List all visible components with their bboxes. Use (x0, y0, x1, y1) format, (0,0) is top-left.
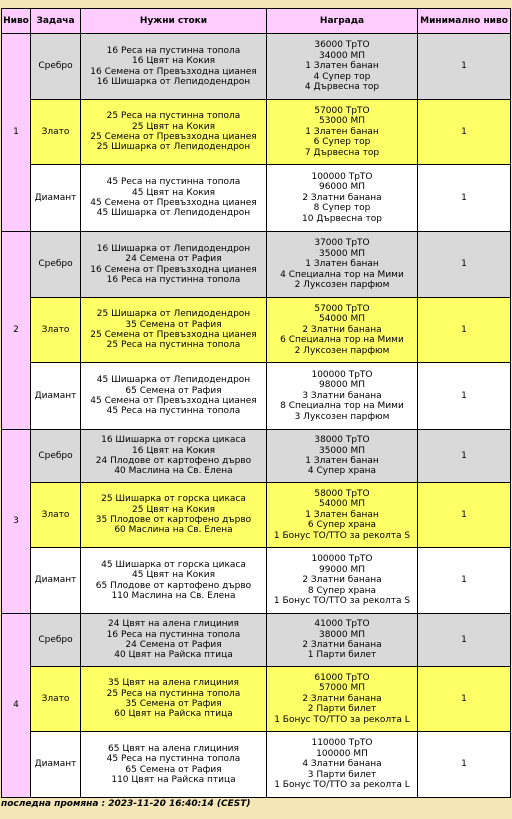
reward-line: 35000 МП (318, 248, 366, 259)
reward-line: 8 Специална тор на Мими (280, 401, 404, 412)
goods-line: 65 Цвят на алена глициния (108, 743, 239, 754)
min-level-cell: 1 (418, 100, 511, 165)
reward-cell (267, 430, 418, 483)
task-name: Диамант (31, 732, 81, 798)
goods-line: 45 Цвят на Кокия (132, 187, 215, 198)
goods-line: 60 Маслина на Св. Елена (114, 525, 233, 536)
min-level-cell: 1 (418, 34, 511, 100)
reward-line: 96000 МП (318, 182, 366, 193)
goods-line: 45 Реса на пустинна топола (106, 177, 241, 188)
reward-line: 4 Дървесна тор (304, 82, 380, 93)
reward-line: 1 Парти билет (307, 650, 377, 661)
goods-line: 25 Реса на пустинна топола (106, 688, 241, 699)
reward-cell (267, 232, 418, 298)
goods-cell (81, 34, 267, 100)
reward-line: 99000 МП (318, 564, 366, 575)
goods-cell (81, 298, 267, 363)
goods-line: 16 Семена от Превъзходна цианея (90, 264, 257, 275)
reward-line: 53000 МП (318, 116, 366, 127)
reward-line: 61000 ТрТО (314, 672, 370, 683)
reward-line: 1 Златен банан (305, 509, 379, 520)
reward-cell (267, 363, 418, 430)
min-level-cell: 1 (418, 165, 511, 232)
reward-line: 1 Златен банан (305, 61, 379, 72)
reward-line: 98000 МП (318, 380, 366, 391)
goods-cell (81, 232, 267, 298)
reward-line: 1 Бонус ТО/ТТО за реколта L (274, 780, 410, 791)
goods-line: 16 Реса на пустинна топола (106, 45, 241, 56)
reward-line: 35000 МП (318, 445, 366, 456)
reward-line: 10 Дървесна тор (302, 213, 382, 224)
min-level-cell: 1 (418, 483, 511, 548)
reward-line: 57000 ТрТО (314, 105, 370, 116)
reward-line: 2 Златни банана (302, 640, 382, 650)
goods-line: 110 Цвят на Райска птица (111, 774, 236, 785)
reward-line: 1 Златен банан (305, 259, 379, 270)
goods-line: 16 Семена от Превъзходна цианея (90, 66, 257, 77)
task-row (2, 732, 511, 798)
task-name: Сребро (31, 614, 81, 667)
goods-line: 16 Шишарка от горска цикаса (101, 435, 246, 446)
goods-line: 24 Цвят на алена глициния (108, 619, 239, 630)
reward-line: 1 Златен банан (305, 126, 379, 137)
reward-line: 4 Специална тор на Мими (280, 269, 404, 280)
reward-line: 6 Супер тор (313, 137, 371, 148)
goods-line: 25 Шишарка от горска цикаса (101, 494, 246, 505)
goods-line: 40 Маслина на Св. Елена (114, 466, 233, 477)
reward-line: 3 Златни банана (302, 390, 382, 401)
reward-line: 3 Луксозен парфюм (294, 411, 390, 422)
goods-cell (81, 732, 267, 798)
level-cell: 2 (2, 232, 31, 430)
reward-line: 2 Луксозен парфюм (294, 280, 390, 291)
reward-line: 54000 МП (318, 314, 366, 325)
reward-cell (267, 100, 418, 165)
reward-line: 8 Супер тор (313, 203, 371, 214)
header-task: Задача (31, 9, 81, 34)
min-level-cell: 1 (418, 667, 511, 732)
task-row (2, 614, 511, 667)
task-row (2, 34, 511, 100)
reward-line: 34000 МП (318, 50, 366, 61)
reward-line: 2 Парти билет (307, 704, 377, 715)
reward-line: 7 Дървесна тор (304, 147, 380, 158)
reward-line: 100000 МП (316, 748, 368, 759)
task-row (2, 298, 511, 363)
reward-line: 100000 ТрТО (311, 369, 373, 380)
goods-cell (81, 483, 267, 548)
reward-cell (267, 548, 418, 614)
reward-line: 41000 ТрТО (314, 619, 370, 630)
task-row (2, 100, 511, 165)
goods-cell (81, 100, 267, 165)
min-level-cell: 1 (418, 298, 511, 363)
reward-line: 8 Супер храна (307, 585, 377, 596)
reward-line: 6 Специална тор на Мими (280, 335, 404, 346)
reward-line: 4 Супер храна (307, 466, 377, 477)
header-goods: Нужни стоки (81, 9, 267, 34)
min-level-cell: 1 (418, 363, 511, 430)
goods-line: 16 Цвят на Кокия (132, 445, 215, 456)
goods-line: 25 Реса на пустинна топола (106, 111, 241, 122)
goods-line: 24 Семена от Рафия (125, 640, 222, 650)
task-name: Злато (31, 298, 81, 363)
reward-line: 57000 ТрТО (314, 303, 370, 314)
reward-cell (267, 614, 418, 667)
min-level-cell: 1 (418, 548, 511, 614)
goods-line: 45 Реса на пустинна топола (106, 406, 241, 417)
task-name: Диамант (31, 548, 81, 614)
header-level: Ниво (2, 9, 31, 34)
goods-cell (81, 548, 267, 614)
min-level-cell: 1 (418, 614, 511, 667)
goods-line: 45 Шишарка от Лепидодендрон (96, 208, 251, 219)
reward-line: 100000 ТрТО (311, 171, 373, 182)
reward-line: 2 Златни банана (302, 575, 382, 586)
min-level-cell: 1 (418, 232, 511, 298)
task-name: Сребро (31, 430, 81, 483)
goods-line: 16 Реса на пустинна топола (106, 274, 241, 285)
goods-line: 45 Шишарка от горска цикаса (101, 559, 246, 570)
goods-line: 25 Цвят на Кокия (132, 121, 215, 132)
task-row (2, 667, 511, 732)
task-name: Сребро (31, 34, 81, 100)
goods-line: 25 Семена от Превъзходна цианея (90, 132, 257, 142)
goods-cell (81, 430, 267, 483)
reward-line: 2 Златни банана (302, 324, 382, 335)
goods-line: 35 Цвят на алена глициния (108, 678, 239, 689)
reward-line: 57000 МП (318, 683, 366, 694)
reward-line: 4 Златни банана (302, 759, 382, 770)
goods-line: 65 Семена от Рафия (125, 385, 222, 396)
goods-line: 25 Цвят на Кокия (132, 504, 215, 515)
goods-line: 16 Цвят на Кокия (132, 56, 215, 67)
header-reward: Награда (267, 9, 418, 34)
reward-line: 36000 ТрТО (314, 40, 370, 51)
reward-line: 2 Златни банана (302, 693, 382, 704)
reward-cell (267, 732, 418, 798)
reward-line: 38000 МП (318, 629, 366, 640)
reward-cell (267, 667, 418, 732)
reward-line: 54000 МП (318, 499, 366, 510)
task-name: Злато (31, 100, 81, 165)
reward-line: 1 Златен банан (305, 456, 379, 466)
goods-line: 35 Плодове от картофено дърво (95, 515, 252, 525)
header-row (2, 9, 511, 34)
goods-line: 25 Реса на пустинна топола (106, 340, 241, 351)
goods-line: 16 Реса на пустинна топола (106, 629, 241, 640)
reward-line: 38000 ТрТО (314, 435, 370, 446)
reward-line: 2 Луксозен парфюм (294, 345, 390, 356)
goods-line: 45 Шишарка от Лепидодендрон (96, 375, 251, 386)
task-name: Сребро (31, 232, 81, 298)
reward-line: 100000 ТрТО (311, 554, 373, 565)
task-name: Диамант (31, 363, 81, 430)
level-cell: 1 (2, 34, 31, 232)
task-name: Диамант (31, 165, 81, 232)
tasks-table (1, 8, 511, 798)
task-row (2, 483, 511, 548)
goods-line: 45 Семена от Превъзходна цианея (90, 396, 257, 406)
reward-cell (267, 483, 418, 548)
goods-line: 24 Плодове от картофено дърво (95, 456, 252, 466)
goods-line: 16 Шишарка от Лепидодендрон (96, 243, 251, 254)
reward-line: 4 Супер тор (313, 71, 371, 82)
goods-line: 35 Семена от Рафия (125, 319, 222, 330)
level-cell: 3 (2, 430, 31, 614)
goods-line: 60 Цвят на Райска птица (114, 709, 233, 720)
task-row (2, 165, 511, 232)
task-row (2, 430, 511, 483)
reward-cell (267, 165, 418, 232)
last-modified: последна промяна : 2023-11-20 16:40:14 (CEST) (1, 799, 251, 809)
reward-cell (267, 34, 418, 100)
min-level-cell: 1 (418, 430, 511, 483)
level-cell: 4 (2, 614, 31, 798)
reward-line: 37000 ТрТО (314, 238, 370, 249)
reward-cell (267, 298, 418, 363)
reward-line: 58000 ТрТО (314, 488, 370, 499)
task-row (2, 363, 511, 430)
goods-line: 45 Реса на пустинна топола (106, 754, 241, 765)
goods-line: 35 Семена от Рафия (125, 699, 222, 709)
reward-line: 6 Супер храна (307, 520, 377, 531)
header-min-level: Минимално ниво (418, 9, 511, 34)
task-name: Злато (31, 483, 81, 548)
goods-cell (81, 165, 267, 232)
goods-line: 16 Шишарка от Лепидодендрон (96, 76, 251, 87)
goods-line: 25 Семена от Превъзходна цианея (90, 330, 257, 340)
goods-line: 65 Семена от Рафия (125, 764, 222, 775)
min-level-cell: 1 (418, 732, 511, 798)
reward-line: 1 Бонус ТО/ТТО за реколта L (274, 714, 410, 725)
reward-line: 2 Златни банана (302, 192, 382, 203)
goods-line: 40 Цвят на Райска птица (114, 650, 233, 661)
task-row (2, 232, 511, 298)
goods-line: 25 Шишарка от Лепидодендрон (96, 309, 251, 320)
goods-cell (81, 363, 267, 430)
reward-line: 3 Парти билет (307, 769, 377, 780)
goods-cell (81, 667, 267, 732)
goods-line: 110 Маслина на Св. Елена (111, 590, 236, 601)
task-name: Злато (31, 667, 81, 732)
reward-line: 1 Бонус ТО/ТТО за реколта S (273, 596, 411, 607)
task-row (2, 548, 511, 614)
reward-line: 110000 ТрТО (311, 738, 373, 749)
goods-cell (81, 614, 267, 667)
goods-line: 45 Семена от Превъзходна цианея (90, 198, 257, 208)
goods-line: 24 Семена от Рафия (125, 254, 222, 265)
goods-line: 45 Цвят на Кокия (132, 570, 215, 581)
goods-line: 25 Шишарка от Лепидодендрон (96, 142, 251, 153)
reward-line: 1 Бонус ТО/ТТО за реколта S (273, 530, 411, 541)
goods-line: 65 Плодове от картофено дърво (95, 580, 252, 591)
